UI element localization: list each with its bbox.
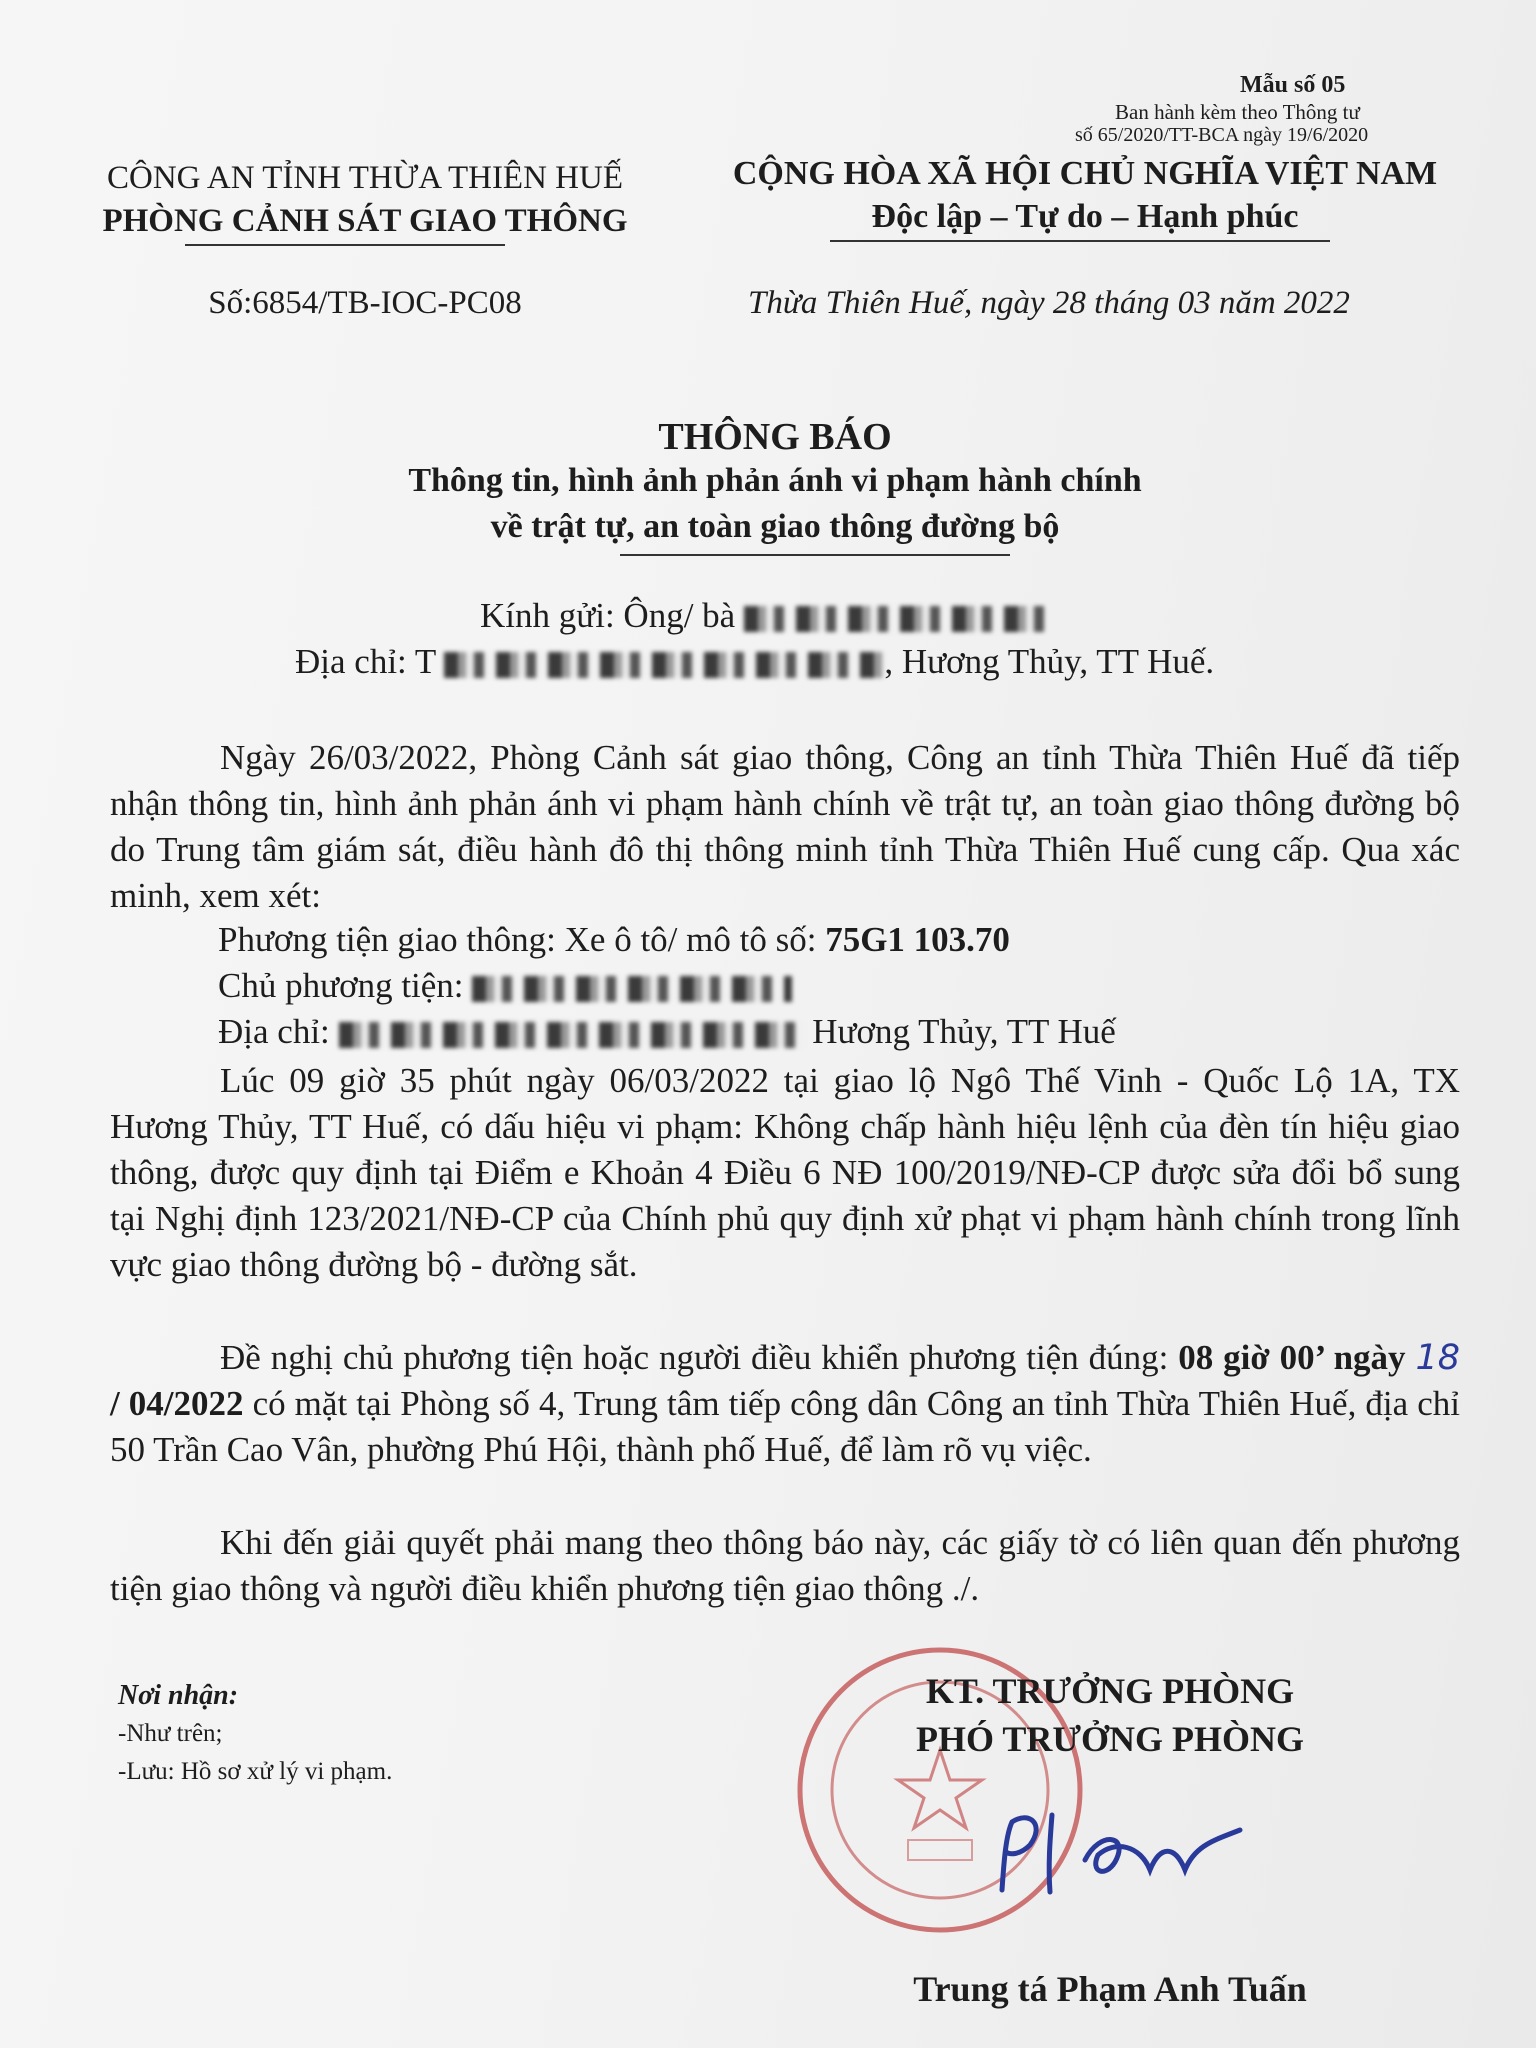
paragraph-3-rest: có mặt tại Phòng số 4, Trung tâm tiếp công dân Công an tỉnh Thừa Thiên Huế, địa chỉ 50 Trần Cao Vân, phường Phú Hội, thành phố Huế, để làm rõ vụ việc. — [110, 1384, 1460, 1469]
handwritten-signature — [990, 1800, 1270, 1910]
redacted-owner-name — [472, 976, 792, 1002]
paragraph-3 — [110, 1335, 1460, 1473]
recipients-heading: Nơi nhận: — [118, 1680, 239, 1711]
signer-name: Trung tá Phạm Anh Tuấn — [913, 1969, 1307, 2009]
paragraph-1-text: Ngày 26/03/2022, Phòng Cảnh sát giao thông, Công an tỉnh Thừa Thiên Huế đã tiếp nhận thông tin, hình ảnh phản ánh vi phạm hành chính về trật tự, an toàn giao thông đường bộ do Trung tâm giám sát, điều hành đô thị thông minh tỉnh Thừa Thiên Huế cung cấp. Qua xác minh, xem xét: — [110, 738, 1460, 915]
owner-label: Chủ phương tiện: — [218, 966, 464, 1005]
paragraph-3-start: Đề nghị chủ phương tiện hoặc người điều khiển phương tiện đúng: — [220, 1338, 1179, 1377]
appointment-month: / 04/2022 — [110, 1384, 244, 1423]
form-number: Mẫu số 05 — [1240, 72, 1346, 98]
greeting-label: Kính gửi: Ông/ bà — [480, 596, 736, 635]
notice-subtitle-1: Thông tin, hình ảnh phản ánh vi phạm hành chính — [408, 462, 1142, 499]
title-underline — [620, 554, 1010, 556]
vehicle-plate: 75G1 103.70 — [825, 920, 1010, 959]
agency-parent: CÔNG AN TỈNH THỪA THIÊN HUẾ — [106, 160, 623, 196]
address-label: Địa chỉ: T — [295, 642, 436, 681]
greeting-line — [480, 596, 1054, 636]
place-date: Thừa Thiên Huế, ngày 28 tháng 03 năm 2022 — [748, 285, 1350, 321]
paragraph-2-text: Lúc 09 giờ 35 phút ngày 06/03/2022 tại giao lộ Ngô Thế Vinh - Quốc Lộ 1A, TX Hương Thủy, TT Huế, có dấu hiệu vi phạm: Không chấp hành hiệu lệnh của đèn tín hiệu giao thông, được quy định tại Điểm e Khoản 4 Điều 6 NĐ 100/2019/NĐ-CP được sửa đổi bổ sung tại Nghị định 123/2021/NĐ-CP của Chính phủ quy định xử phạt vi phạm hành chính trong lĩnh vực giao thông đường bộ - đường sắt. — [110, 1061, 1460, 1284]
notice-subtitle-2: về trật tự, an toàn giao thông đường bộ — [490, 508, 1060, 545]
vehicle-label: Phương tiện giao thông: Xe ô tô/ mô tô số: — [218, 920, 826, 959]
recipients-item-2: -Lưu: Hồ sơ xử lý vi phạm. — [118, 1758, 393, 1785]
address-suffix: , Hương Thủy, TT Huế. — [884, 642, 1215, 681]
notice-title: THÔNG BÁO — [658, 416, 892, 458]
agency-name: PHÒNG CẢNH SÁT GIAO THÔNG — [102, 203, 628, 239]
body-paragraph-2 — [110, 1058, 1460, 1288]
signature-title-1: KT. TRƯỞNG PHÒNG — [925, 1671, 1295, 1711]
owner-address-label: Địa chỉ: — [218, 1012, 330, 1051]
appointment-time: 08 giờ 00’ ngày — [1178, 1338, 1406, 1377]
redacted-recipient-address — [444, 652, 884, 678]
vehicle-line — [218, 920, 1010, 960]
document-number: Số:6854/TB-IOC-PC08 — [208, 285, 522, 321]
body-paragraph-4 — [110, 1520, 1460, 1612]
recipient-address-line — [295, 642, 1214, 682]
redacted-owner-address — [339, 1022, 804, 1048]
owner-line — [218, 966, 792, 1006]
national-name: CỘNG HÒA XÃ HỘI CHỦ NGHĨA VIỆT NAM — [732, 155, 1438, 192]
form-issued-line1: Ban hành kèm theo Thông tư — [1115, 100, 1360, 124]
body-paragraph-1 — [110, 735, 1460, 919]
redacted-recipient-name — [744, 606, 1054, 632]
body-paragraph-3 — [110, 1335, 1460, 1473]
recipients-item-1: -Như trên; — [118, 1720, 223, 1747]
national-motto: Độc lập – Tự do – Hạnh phúc — [871, 198, 1299, 235]
owner-address-line — [218, 1012, 1116, 1052]
form-issued-line2: số 65/2020/TT-BCA ngày 19/6/2020 — [1075, 124, 1369, 146]
signature-title-2: PHÓ TRƯỞNG PHÒNG — [915, 1719, 1304, 1759]
appointment-day-handwritten: 18 — [1415, 1338, 1460, 1378]
paragraph-4-text: Khi đến giải quyết phải mang theo thông báo này, các giấy tờ có liên quan đến phương tiện giao thông và người điều khiển phương tiện giao thông ./. — [110, 1523, 1460, 1608]
owner-address-suffix: Hương Thủy, TT Huế — [812, 1012, 1116, 1051]
agency-underline — [185, 244, 505, 246]
motto-underline — [830, 240, 1330, 242]
